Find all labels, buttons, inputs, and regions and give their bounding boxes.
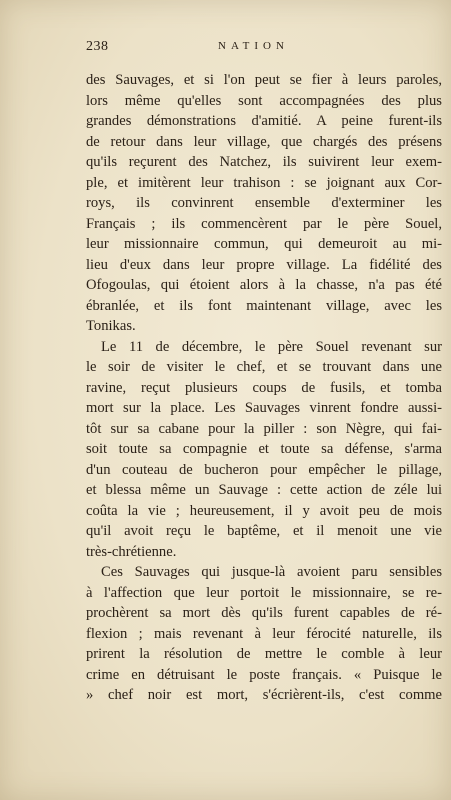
text-line: » chef noir est mort, s'écrièrent-ils, c'est comme: [86, 687, 442, 703]
text-line: Tonikas.: [86, 318, 136, 334]
text-line: ravine, reçut plusieurs coups de fusils, et tomba: [86, 379, 442, 396]
text-line: et blessa même un Sauvage : cette action de zéle lui: [86, 482, 442, 498]
text-line: le soir de visiter le chef, et se trouvant dans une: [86, 359, 442, 375]
text-line: soit toute sa compagnie et toute sa défense, s'arma: [86, 441, 442, 457]
text-line: leur missionnaire commun, qui demeuroit au mi-: [86, 236, 442, 252]
text-line: Français ; ils commencèrent par le père Souel,: [86, 215, 442, 232]
text-line: roys, ils convinrent ensemble d'exterminer les: [86, 195, 442, 211]
text-line: prochèrent sa mort dès qu'ils furent capables de ré-: [86, 605, 442, 621]
text-line: lors même qu'elles sont accompagnées des plus: [86, 92, 442, 109]
text-line: prirent la résolution de mettre le comble à leur: [86, 646, 442, 662]
text-line: à l'affection que leur portoit le missionnaire, se re-: [86, 584, 442, 601]
text-line: qu'ils reçurent des Natchez, ils suivirent leur exem-: [86, 154, 442, 170]
text-line: crime en détruisant le poste français. « Puisque le: [86, 666, 442, 683]
body-text: [86, 70, 442, 706]
text-line: des Sauvages, et si l'on peut se fier à leurs paroles,: [86, 72, 442, 88]
text-line: de retour dans leur village, que chargés des présens: [86, 133, 442, 150]
text-line: Ofogoulas, qui étoient alors à la chasse, n'a pas été: [86, 277, 442, 293]
text-line: grandes démonstrations d'amitié. A peine furent-ils: [86, 113, 442, 129]
text-line: mort sur la place. Les Sauvages vinrent fondre aussi-: [86, 400, 442, 416]
text-line: Le 11 de décembre, le père Souel revenant sur: [101, 338, 442, 355]
text-line: tôt sur sa cabane pour la piller : son Nègre, qui fai-: [86, 420, 442, 437]
running-head: [86, 39, 442, 59]
text-line: ébranlée, et ils font maintenant village, avec les: [86, 297, 442, 314]
text-line: Ces Sauvages qui jusque-là avoient paru sensibles: [101, 564, 442, 580]
text-line: lieu d'eux dans leur propre village. La fidélité des: [86, 256, 442, 273]
page-number: 238: [86, 39, 109, 54]
text-line: ple, et imitèrent leur trahison : se joignant aux Cor-: [86, 174, 442, 191]
text-line: coûta la vie ; heureusement, il y avoit peu de mois: [86, 502, 442, 519]
text-line: très-chrétienne.: [86, 543, 177, 560]
text-line: flexion ; mais revenant à leur férocité naturelle, ils: [86, 625, 442, 642]
text-line: qu'il avoit reçu le baptême, et il menoit une vie: [86, 523, 442, 539]
running-title: NATION: [218, 40, 289, 52]
text-line: d'un couteau de bucheron pour empêcher le pillage,: [86, 461, 442, 478]
